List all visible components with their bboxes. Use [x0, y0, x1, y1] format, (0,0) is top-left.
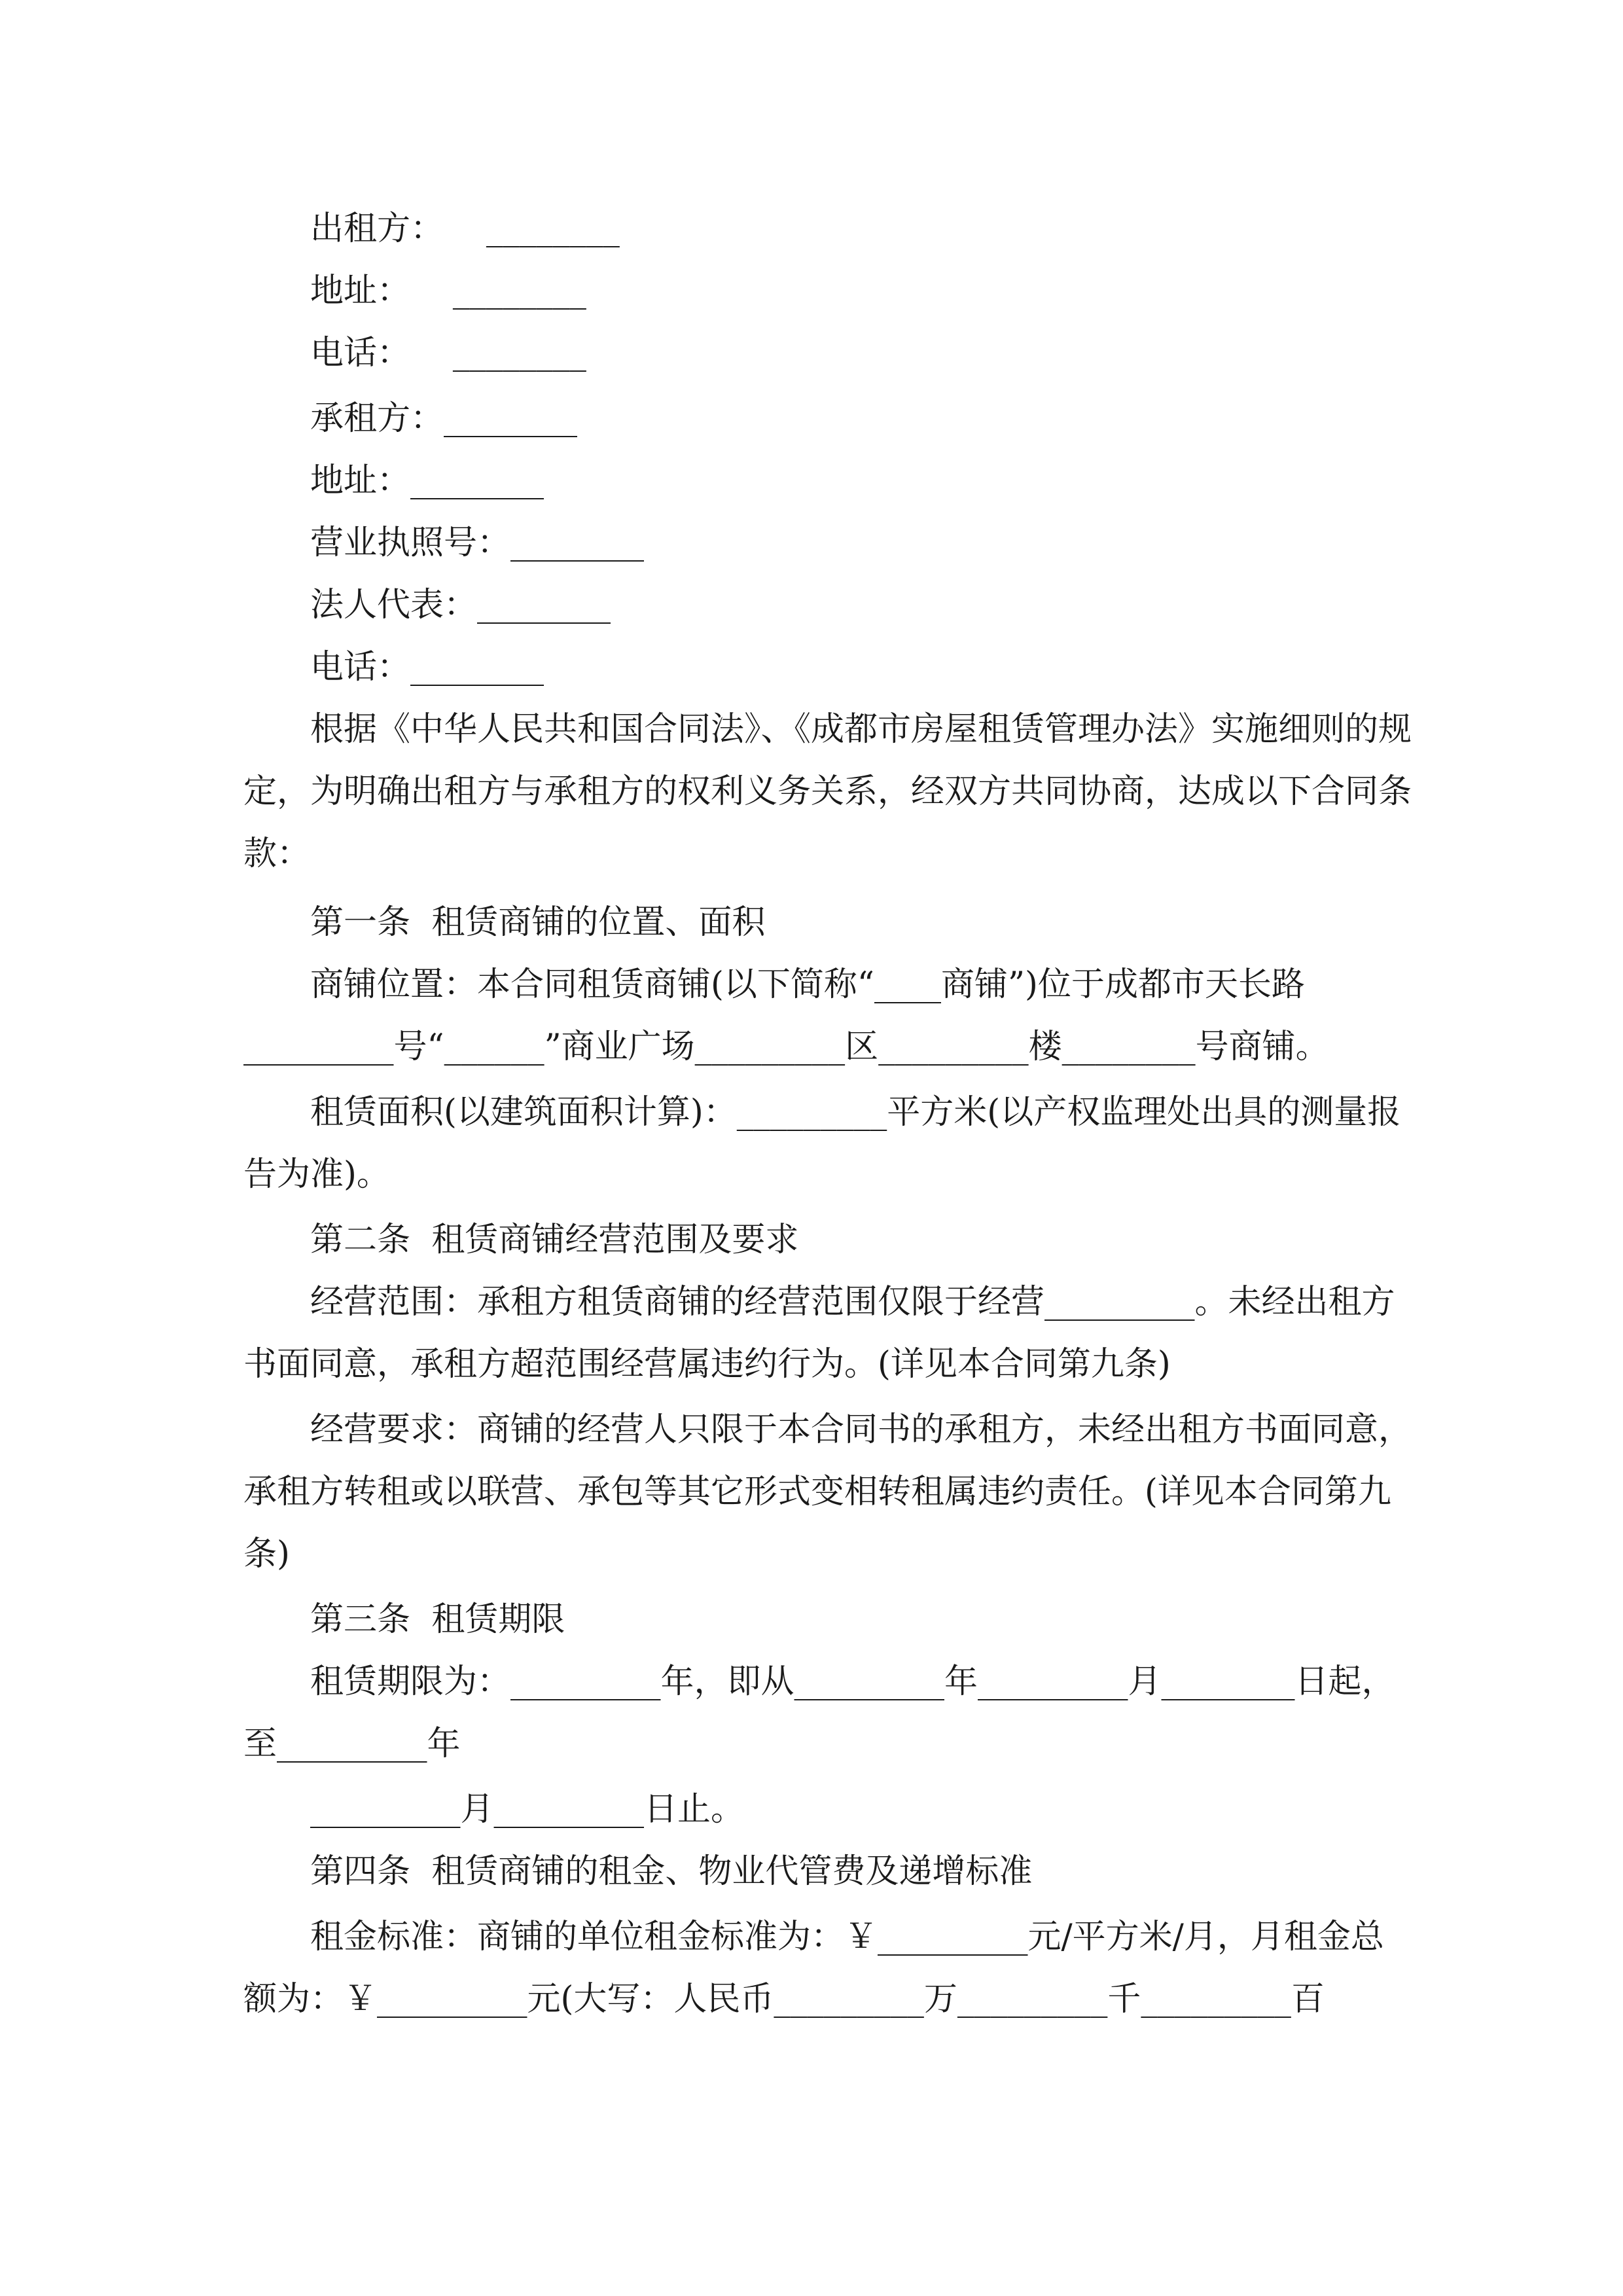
article-4-rent-line-2: 额为：￥_________元(大写：人民币_________万_________千_________百: [243, 1980, 1325, 2018]
article-3-title: 第三条 租赁期限: [310, 1600, 565, 1639]
lessor-name-line: 出租方： ________: [310, 209, 620, 248]
article-3-term-line-2: 至_________年: [243, 1725, 461, 1763]
lessor-address-line: 地址： ________: [310, 272, 586, 310]
article-2-scope-line-2: 书面同意，承租方超范围经营属违约行为。(详见本合同第九条): [243, 1345, 1171, 1384]
article-4-rent-line-1: 租金标准：商铺的单位租金标准为：￥_________元/平方米/月，月租金总: [310, 1918, 1384, 1956]
article-3-term-line-1: 租赁期限为：_________年，即从_________年_________月________日起，: [310, 1662, 1395, 1701]
article-2-requirements-line-2: 承租方转租或以联营、承包等其它形式变相转租属违约责任。(详见本合同第九: [243, 1473, 1391, 1511]
article-4-title: 第四条 租赁商铺的租金、物业代管费及递增标准: [310, 1852, 1033, 1891]
article-1-title: 第一条 租赁商铺的位置、面积: [310, 903, 766, 942]
lessee-name-line: 承租方：________: [310, 399, 578, 438]
preamble-line-1: 根据《中华人民共和国合同法》、《成都市房屋租赁管理办法》实施细则的规: [310, 710, 1412, 749]
lessee-phone-line: 电话：________: [310, 648, 544, 687]
article-2-scope-line-1: 经营范围：承租方租赁商铺的经营范围仅限于经营_________。未经出租方: [310, 1283, 1395, 1321]
article-2-title: 第二条 租赁商铺经营范围及要求: [310, 1221, 799, 1259]
legal-representative-line: 法人代表：________: [310, 586, 611, 624]
lessee-address-line: 地址：________: [310, 461, 544, 500]
article-1-location-line-1: 商铺位置：本合同租赁商铺(以下简称“____商铺”)位于成都市天长路: [310, 965, 1305, 1004]
article-3-term-line-3: _________月_________日止。: [310, 1790, 745, 1829]
article-1-location-line-2: _________号“______”商业广场_________区_________楼________号商铺。: [243, 1028, 1329, 1066]
article-2-requirements-line-1: 经营要求：商铺的经营人只限于本合同书的承租方，未经出租方书面同意，: [310, 1410, 1412, 1449]
article-2-requirements-line-3: 条): [243, 1535, 290, 1573]
business-license-line: 营业执照号：________: [310, 524, 645, 562]
article-1-area-line-2: 告为准)。: [243, 1155, 390, 1194]
preamble-line-2: 定，为明确出租方与承租方的权利义务关系，经双方共同协商，达成以下合同条: [243, 772, 1412, 811]
preamble-line-3: 款：: [243, 834, 311, 873]
lessor-phone-line: 电话： ________: [310, 334, 586, 372]
article-1-area-line-1: 租赁面积(以建筑面积计算)：_________平方米(以产权监理处出具的测量报: [310, 1093, 1401, 1132]
